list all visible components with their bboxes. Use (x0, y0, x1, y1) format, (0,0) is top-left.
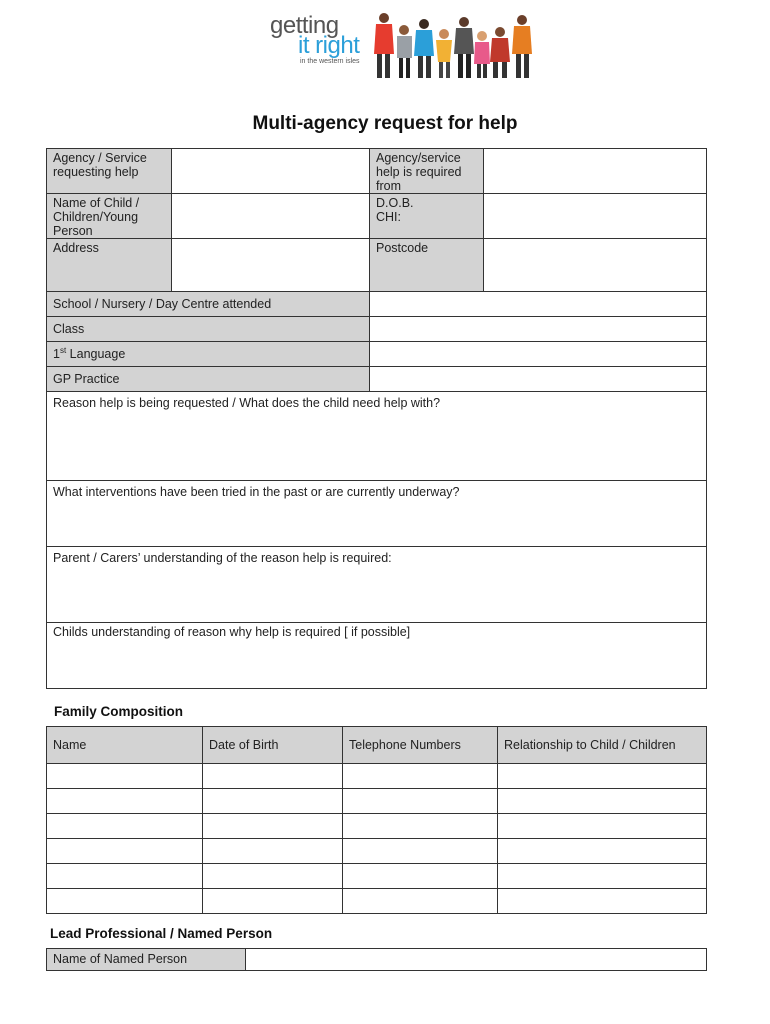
language-label-text: Language (66, 347, 126, 361)
family-composition-heading: Family Composition (54, 704, 184, 719)
interventions-box[interactable] (46, 480, 707, 547)
language-label-number: 1 (53, 347, 60, 361)
family-header-relationship: Relationship to Child / Children (497, 726, 707, 764)
class-label: Class (46, 316, 370, 342)
language-label-ordinal: st (59, 345, 67, 355)
interventions-label: What interventions have been tried in the past or are currently underway? (53, 485, 460, 499)
dob-label: D.O.B. (376, 196, 414, 210)
family-cell[interactable] (46, 763, 203, 789)
family-cell[interactable] (202, 813, 343, 839)
reason-help-label: Reason help is being requested / What does the child need help with? (53, 396, 441, 410)
family-cell[interactable] (342, 788, 498, 814)
family-cell[interactable] (46, 813, 203, 839)
school-label: School / Nursery / Day Centre attended (46, 291, 370, 317)
family-cell[interactable] (202, 788, 343, 814)
address-field[interactable] (171, 238, 370, 292)
family-cell[interactable] (497, 838, 707, 864)
family-header-dob: Date of Birth (202, 726, 343, 764)
logo-text-it-right: it right (298, 32, 360, 59)
named-person-field[interactable] (245, 948, 707, 971)
family-header-name: Name (46, 726, 203, 764)
dob-chi-field[interactable] (483, 193, 707, 239)
family-cell[interactable] (46, 863, 203, 889)
dob-chi-label (369, 193, 484, 239)
family-cell[interactable] (46, 788, 203, 814)
page-title: Multi-agency request for help (252, 113, 518, 134)
child-name-label: Name of Child / Children/Young Person (46, 193, 172, 239)
logo-text-getting: getting (270, 12, 339, 39)
gp-practice-field[interactable] (369, 366, 707, 392)
agency-label: Agency / Service requesting help (46, 148, 172, 194)
family-cell[interactable] (497, 863, 707, 889)
agency-required-label: Agency/service help is required from (369, 148, 484, 194)
family-cell[interactable] (46, 888, 203, 914)
family-cell[interactable] (497, 763, 707, 789)
family-header-telephone: Telephone Numbers (342, 726, 498, 764)
family-cell[interactable] (202, 888, 343, 914)
family-cell[interactable] (342, 888, 498, 914)
family-cell[interactable] (342, 813, 498, 839)
language-field[interactable] (369, 341, 707, 367)
logo (268, 10, 538, 82)
family-cell[interactable] (497, 788, 707, 814)
family-cell[interactable] (342, 838, 498, 864)
language-label (46, 341, 370, 367)
logo-text-tagline: in the western isles (300, 58, 360, 65)
family-cell[interactable] (497, 888, 707, 914)
class-field[interactable] (369, 316, 707, 342)
family-cell[interactable] (202, 763, 343, 789)
logo-people-illustration (372, 10, 538, 82)
gp-practice-label: GP Practice (46, 366, 370, 392)
family-cell[interactable] (342, 763, 498, 789)
child-understanding-label: Childs understanding of reason why help is required [ if possible] (53, 625, 411, 639)
reason-help-box[interactable] (46, 391, 707, 481)
chi-label: CHI: (376, 210, 401, 224)
family-cell[interactable] (46, 838, 203, 864)
postcode-field[interactable] (483, 238, 707, 292)
address-label: Address (46, 238, 172, 292)
child-understanding-box[interactable] (46, 622, 707, 689)
child-name-field[interactable] (171, 193, 370, 239)
family-cell[interactable] (202, 863, 343, 889)
agency-field[interactable] (171, 148, 370, 194)
postcode-label: Postcode (369, 238, 484, 292)
agency-required-field[interactable] (483, 148, 707, 194)
parent-understanding-box[interactable] (46, 546, 707, 623)
family-cell[interactable] (202, 838, 343, 864)
school-field[interactable] (369, 291, 707, 317)
named-person-label: Name of Named Person (46, 948, 246, 971)
logo-figure (374, 13, 394, 78)
lead-professional-heading: Lead Professional / Named Person (50, 926, 273, 941)
family-cell[interactable] (342, 863, 498, 889)
family-cell[interactable] (497, 813, 707, 839)
parent-understanding-label: Parent / Carers’ understanding of the reason help is required: (53, 551, 392, 565)
